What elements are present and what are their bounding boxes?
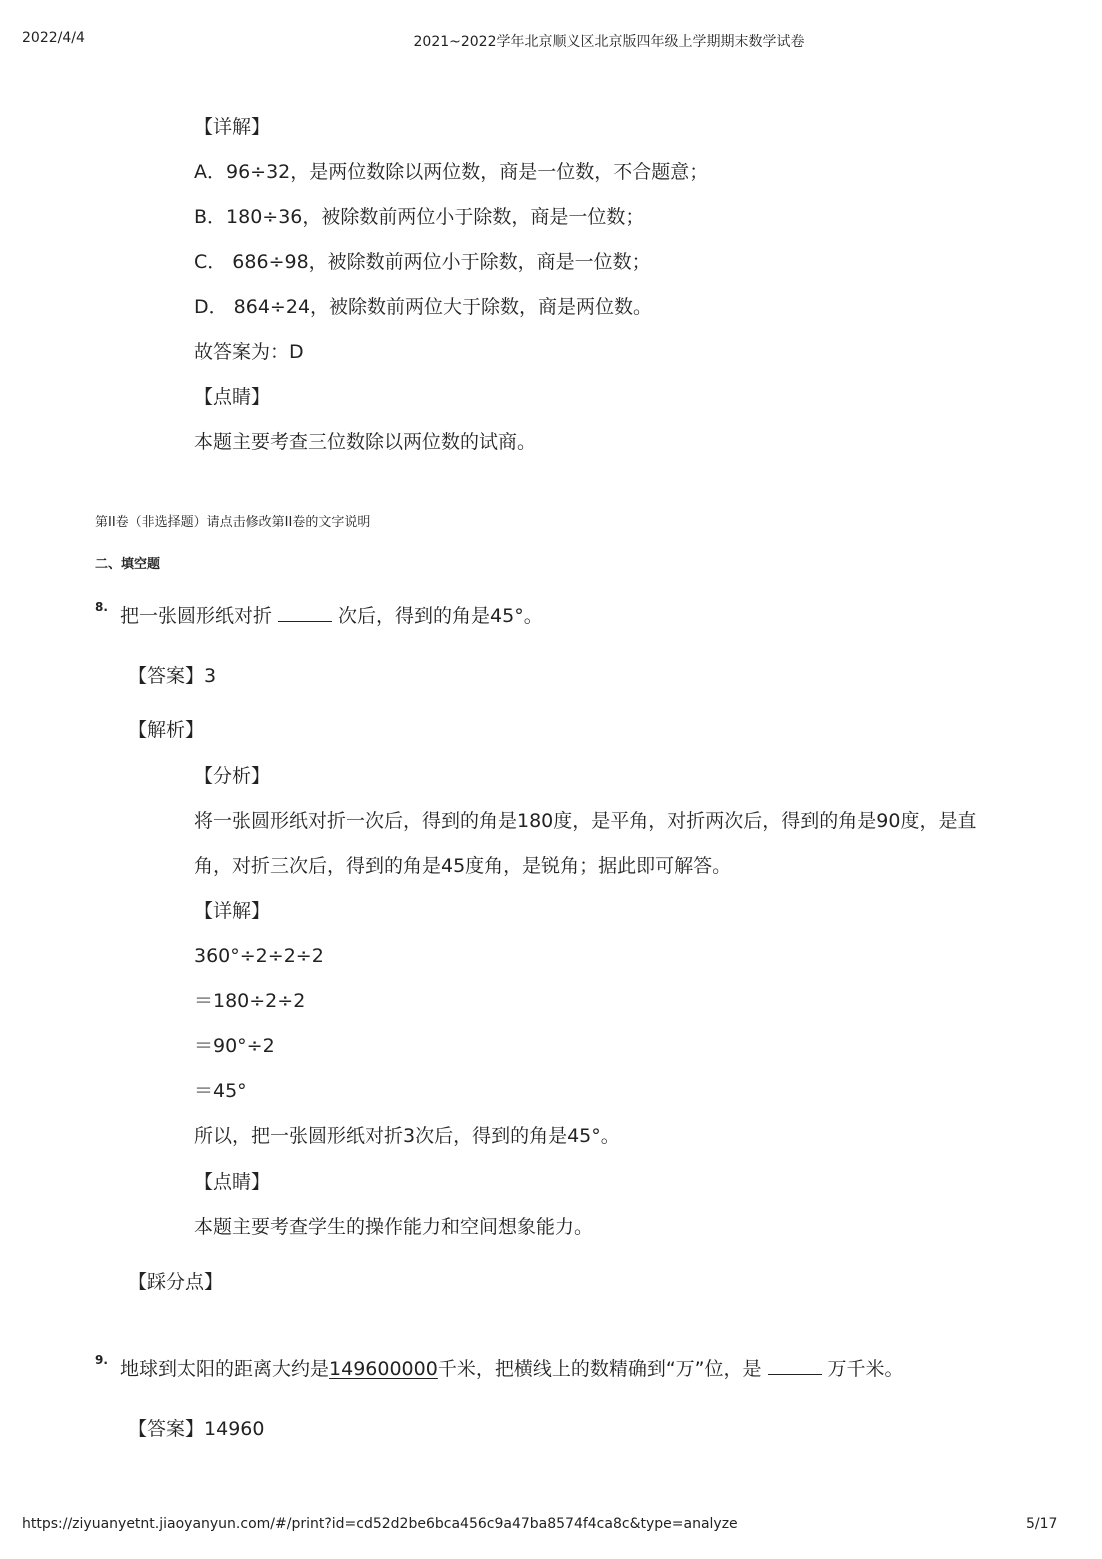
point-label: 【点睛】 [194,386,271,408]
section-title: 二、填空题 [95,557,161,572]
analysis-label: 【解析】 [128,719,205,741]
page-number: 5/17 [1026,1516,1058,1532]
question-number: 8. [95,600,108,614]
detail-line: A．96÷32，是两位数除以两位数，商是一位数，不合题意； [194,161,709,183]
answer-conclusion: 故答案为：D [194,341,304,363]
document-title: 2021~2022学年北京顺义区北京版四年级上学期期末数学试卷 [413,34,805,50]
analyze-label: 【分析】 [194,765,271,787]
answer-label: 【答案】 [128,1418,205,1440]
detail-line: D． 864÷24，被除数前两位大于除数，商是两位数。 [194,296,653,318]
underlined-number: 149600000 [329,1358,438,1380]
calc-line: ＝180÷2÷2 [194,990,306,1012]
question-text-part: 把一张圆形纸对折 [120,605,273,627]
question-9-text [120,1357,904,1379]
question-text-part: 次后，得到的角是45°。 [338,605,543,627]
print-date: 2022/4/4 [22,30,85,46]
calc-line: 360°÷2÷2÷2 [194,945,324,967]
question-text-part: 地球到太阳的距离大约是 [120,1358,330,1380]
detail-line: C． 686÷98，被除数前两位小于除数，商是一位数； [194,251,651,273]
answer-line [128,1420,264,1439]
question-8-text [120,604,543,626]
detail-conclusion: 所以，把一张圆形纸对折3次后，得到的角是45°。 [194,1125,620,1147]
point-text: 本题主要考查学生的操作能力和空间想象能力。 [194,1216,594,1238]
answer-label: 【答案】 [128,665,205,687]
analyze-line: 将一张圆形纸对折一次后，得到的角是180度，是平角，对折两次后，得到的角是90度，是直 [194,810,977,832]
detail-label: 【详解】 [194,900,271,922]
score-point-label: 【踩分点】 [128,1271,224,1293]
analyze-line: 角，对折三次后，得到的角是45度角，是锐角；据此即可解答。 [194,855,732,877]
question-number: 9. [95,1353,108,1367]
page-url[interactable]: https://ziyuanyetnt.jiaoyanyun.com/#/print?id=cd52d2be6bca456c9a47ba8574f4ca8c&type=analyze [22,1516,738,1532]
question-text-part: 万千米。 [827,1358,904,1380]
detail-line: B．180÷36，被除数前两位小于除数，商是一位数； [194,206,645,228]
calc-line: ＝45° [194,1080,247,1102]
point-text: 本题主要考查三位数除以两位数的试商。 [194,431,537,453]
answer-blank [768,1357,822,1375]
calc-line: ＝90°÷2 [194,1035,275,1057]
volume-note[interactable]: 第II卷（非选择题）请点击修改第II卷的文字说明 [95,515,371,530]
question-text-part: 千米，把横线上的数精确到“万”位，是 [437,1358,762,1380]
answer-line [128,667,216,686]
answer-value: 14960 [204,1418,265,1440]
point-label: 【点睛】 [194,1171,271,1193]
answer-value: 3 [204,665,217,687]
detail-label: 【详解】 [194,116,271,138]
answer-blank [278,604,332,622]
